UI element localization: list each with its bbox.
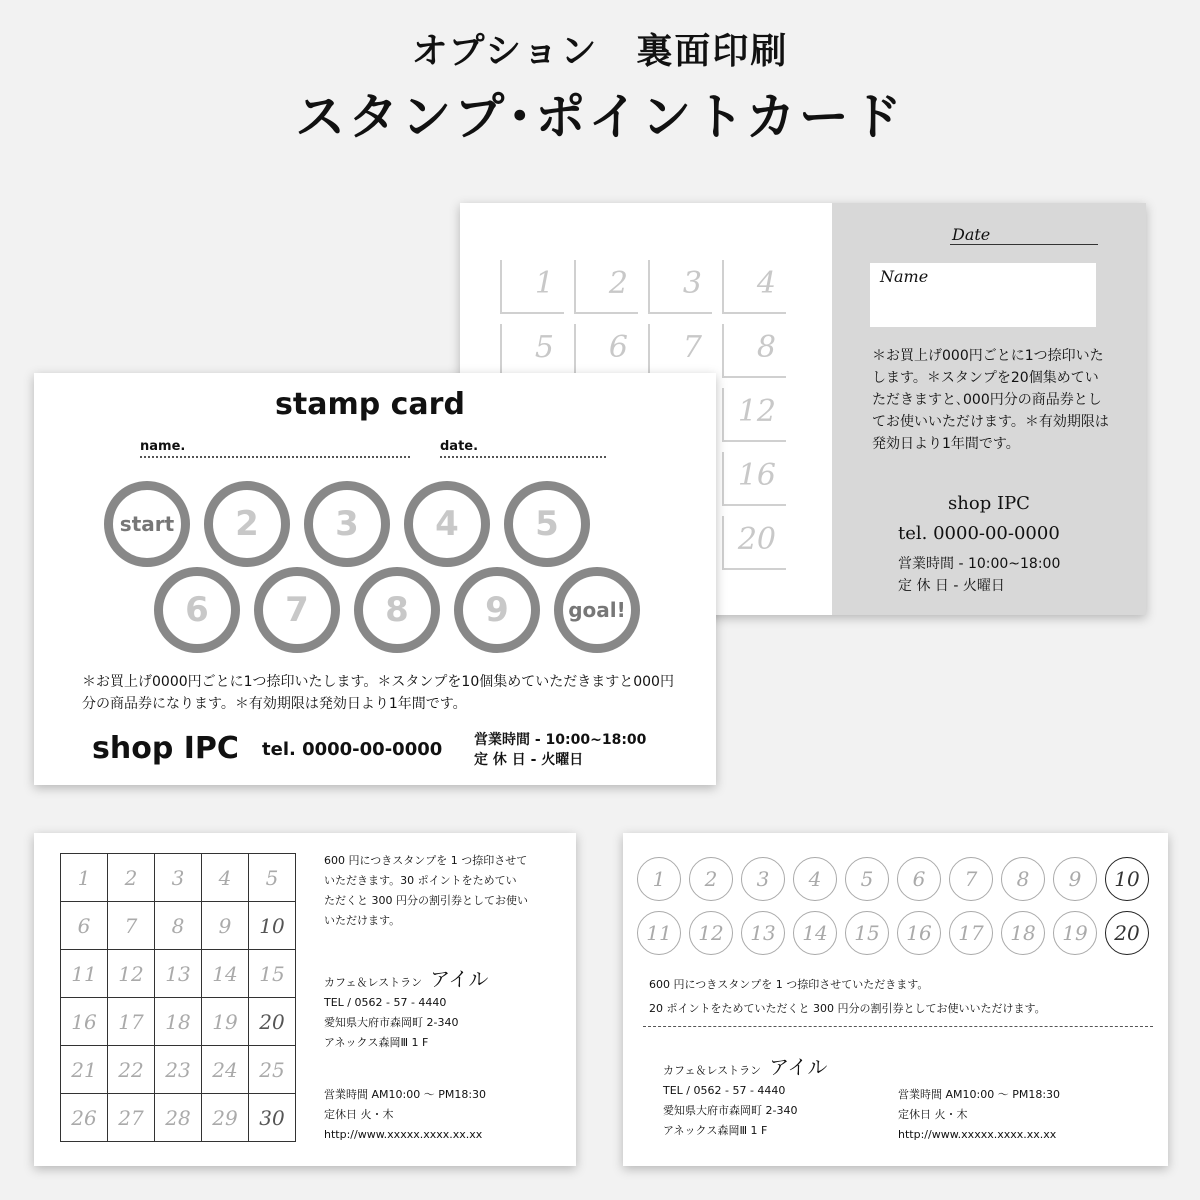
grid-cell: 9	[202, 902, 249, 950]
stamp-cell	[648, 260, 712, 314]
shop-hours: 営業時間 AM10:00 〜 PM18:30	[898, 1088, 1061, 1101]
circle-text-line: 600 円につきスタンプを 1 つ捺印させていただきます。	[649, 978, 929, 991]
stamp-circle: 5	[504, 481, 590, 567]
shop-address: 愛知県大府市森岡町 2-340	[324, 1016, 459, 1029]
shop-name: アイル	[430, 967, 489, 991]
stamp-number: 7	[682, 330, 702, 365]
front-tel: tel. 0000-00-0000	[262, 739, 443, 760]
front-closed: 定 休 日 - 火曜日	[474, 752, 584, 768]
stamp-circle: 6	[154, 567, 240, 653]
back-tel: tel. 0000-00-0000	[898, 523, 1060, 544]
stamp-circle: 10	[1105, 857, 1149, 901]
stamp-number: 6	[608, 330, 628, 365]
stamp-number: 16	[737, 458, 776, 493]
grid-cell: 22	[108, 1046, 155, 1094]
grid-cell: 10	[249, 902, 296, 950]
stamp-grid-table	[60, 853, 296, 1142]
grid-cell: 23	[155, 1046, 202, 1094]
grid-cell: 14	[202, 950, 249, 998]
stamp-cell	[722, 324, 786, 378]
date-field: Date	[950, 225, 1098, 245]
stamp-circle: 7	[949, 857, 993, 901]
grid-cell: 30	[249, 1094, 296, 1142]
grid-cell: 24	[202, 1046, 249, 1094]
circle-text-line: 20 ポイントをためていただくと 300 円分の割引券としてお使いいただけます。	[649, 1002, 1046, 1015]
grid-stamp-card	[34, 833, 576, 1166]
stamp-circle: 1	[637, 857, 681, 901]
grid-text-block	[324, 851, 528, 931]
grid-hours-block	[324, 1085, 486, 1145]
stamp-circle: 14	[793, 911, 837, 955]
grid-cell: 16	[61, 998, 108, 1046]
shop-closed: 定休日 火・木	[898, 1108, 968, 1121]
grid-cell: 21	[61, 1046, 108, 1094]
front-description: ＊お買上げ0000円ごとに1つ捺印いたします。＊スタンプを10個集めていただきますと000円分の商品券になります。＊有効期限は発効日より1年間です。	[82, 674, 674, 712]
stamp-cell	[648, 324, 712, 378]
stamp-circle: 13	[741, 911, 785, 955]
shop-name: アイル	[769, 1055, 828, 1079]
grid-cell: 2	[108, 854, 155, 902]
grid-cell: 27	[108, 1094, 155, 1142]
shop-url: http://www.xxxxx.xxxx.xx.xx	[898, 1128, 1057, 1141]
grid-text-line: いただけます。	[324, 914, 401, 927]
shop-closed: 定休日 火・木	[324, 1108, 394, 1121]
stamp-circle: 5	[845, 857, 889, 901]
stamp-circle: 12	[689, 911, 733, 955]
back-info-panel	[832, 203, 1146, 615]
grid-cell: 5	[249, 854, 296, 902]
stamp-circle: 18	[1001, 911, 1045, 955]
grid-text-line: 600 円につきスタンプを 1 つ捺印させて	[324, 854, 528, 867]
stamp-cell	[500, 324, 564, 378]
stamp-circle: 9	[454, 567, 540, 653]
grid-cell: 13	[155, 950, 202, 998]
grid-cell: 12	[108, 950, 155, 998]
grid-cell: 1	[61, 854, 108, 902]
name-box	[870, 263, 1096, 327]
stamp-cell	[500, 260, 564, 314]
grid-cell: 20	[249, 998, 296, 1046]
shop-address: アネックス森岡Ⅲ 1 F	[324, 1036, 429, 1049]
front-shop-name: shop IPC	[92, 731, 239, 766]
shop-tel: TEL / 0562 - 57 - 4440	[324, 996, 447, 1009]
stamp-number: 4	[756, 266, 776, 301]
stamp-number: 3	[682, 266, 702, 301]
stamp-cell	[574, 324, 638, 378]
stamp-number: 12	[737, 394, 776, 429]
shop-type: カフェ＆レストラン	[663, 1064, 762, 1077]
grid-cell: 4	[202, 854, 249, 902]
grid-cell: 3	[155, 854, 202, 902]
grid-cell: 19	[202, 998, 249, 1046]
shop-address: アネックス森岡Ⅲ 1 F	[663, 1124, 768, 1137]
stamp-cell	[722, 452, 786, 506]
grid-cell: 29	[202, 1094, 249, 1142]
back-hours-block	[898, 553, 1060, 597]
stamp-circle: goal!	[554, 567, 640, 653]
stamp-circle: start	[104, 481, 190, 567]
shop-hours: 営業時間 AM10:00 〜 PM18:30	[324, 1088, 487, 1101]
grid-shop-block	[324, 969, 488, 1053]
grid-cell: 6	[61, 902, 108, 950]
grid-cell: 17	[108, 998, 155, 1046]
stamp-circle: 20	[1105, 911, 1149, 955]
date-line: date.	[440, 439, 606, 458]
stamp-circle: 4	[404, 481, 490, 567]
grid-cell: 8	[155, 902, 202, 950]
stamp-cell	[722, 516, 786, 570]
name-label: Name	[880, 267, 929, 286]
stamp-circle: 3	[741, 857, 785, 901]
back-description: ＊お買上げ000円ごとに1つ捺印いたします。＊スタンプを20個集めていただきますと､000円分の商品券としてお使いいただけます。＊有効期限は発効日より1年間です。	[872, 348, 1109, 452]
stamp-number: 2	[608, 266, 628, 301]
grid-cell: 7	[108, 902, 155, 950]
grid-cell: 18	[155, 998, 202, 1046]
stamp-circle: 2	[204, 481, 290, 567]
stamp-cell	[722, 260, 786, 314]
stamp-number: 20	[737, 522, 776, 557]
page-header	[0, 28, 1200, 150]
header-line1: オプション 裏面印刷	[411, 31, 789, 72]
stamp-number: 5	[534, 330, 554, 365]
stamp-circle: 16	[897, 911, 941, 955]
shop-address: 愛知県大府市森岡町 2-340	[663, 1104, 798, 1117]
stamp-circle: 4	[793, 857, 837, 901]
stamp-circle: 7	[254, 567, 340, 653]
circle-text-block	[649, 975, 1046, 1019]
grid-cell: 15	[249, 950, 296, 998]
front-hours-block	[474, 730, 646, 770]
card-title: stamp card	[275, 387, 465, 422]
grid-cell: 26	[61, 1094, 108, 1142]
shop-url: http://www.xxxxx.xxxx.xx.xx	[324, 1128, 483, 1141]
front-hours: 営業時間 - 10:00~18:00	[474, 732, 647, 748]
stamp-circle: 11	[637, 911, 681, 955]
stamp-circle: 8	[354, 567, 440, 653]
grid-cell: 11	[61, 950, 108, 998]
stamp-circle: 17	[949, 911, 993, 955]
stamp-circle: 19	[1053, 911, 1097, 955]
grid-cell: 25	[249, 1046, 296, 1094]
back-closed: 定 休 日 - 火曜日	[898, 578, 1005, 594]
name-line: name.	[140, 439, 410, 458]
circle-shop-block	[663, 1057, 827, 1141]
grid-cell: 28	[155, 1094, 202, 1142]
stamp-cell	[722, 388, 786, 442]
shop-tel: TEL / 0562 - 57 - 4440	[663, 1084, 786, 1097]
dashed-divider	[643, 1026, 1153, 1027]
grid-text-line: いただきます。30 ポイントをためてい	[324, 874, 517, 887]
stamp-number: 8	[756, 330, 776, 365]
front-stamp-card	[34, 373, 716, 785]
circle-stamp-card	[623, 833, 1168, 1166]
stamp-number: 1	[534, 266, 554, 301]
stamp-circle: 8	[1001, 857, 1045, 901]
stamp-circle: 15	[845, 911, 889, 955]
back-hours: 営業時間 - 10:00~18:00	[898, 556, 1061, 572]
circle-hours-block	[898, 1085, 1060, 1145]
back-shop-name: shop IPC	[948, 493, 1030, 514]
shop-type: カフェ＆レストラン	[324, 976, 423, 989]
stamp-circle: 3	[304, 481, 390, 567]
stamp-circle: 2	[689, 857, 733, 901]
stamp-circle: 6	[897, 857, 941, 901]
header-line2: スタンプ･ポイントカード	[295, 88, 905, 146]
stamp-cell	[574, 260, 638, 314]
stamp-circle: 9	[1053, 857, 1097, 901]
grid-text-line: ただくと 300 円分の割引券としてお使い	[324, 894, 528, 907]
